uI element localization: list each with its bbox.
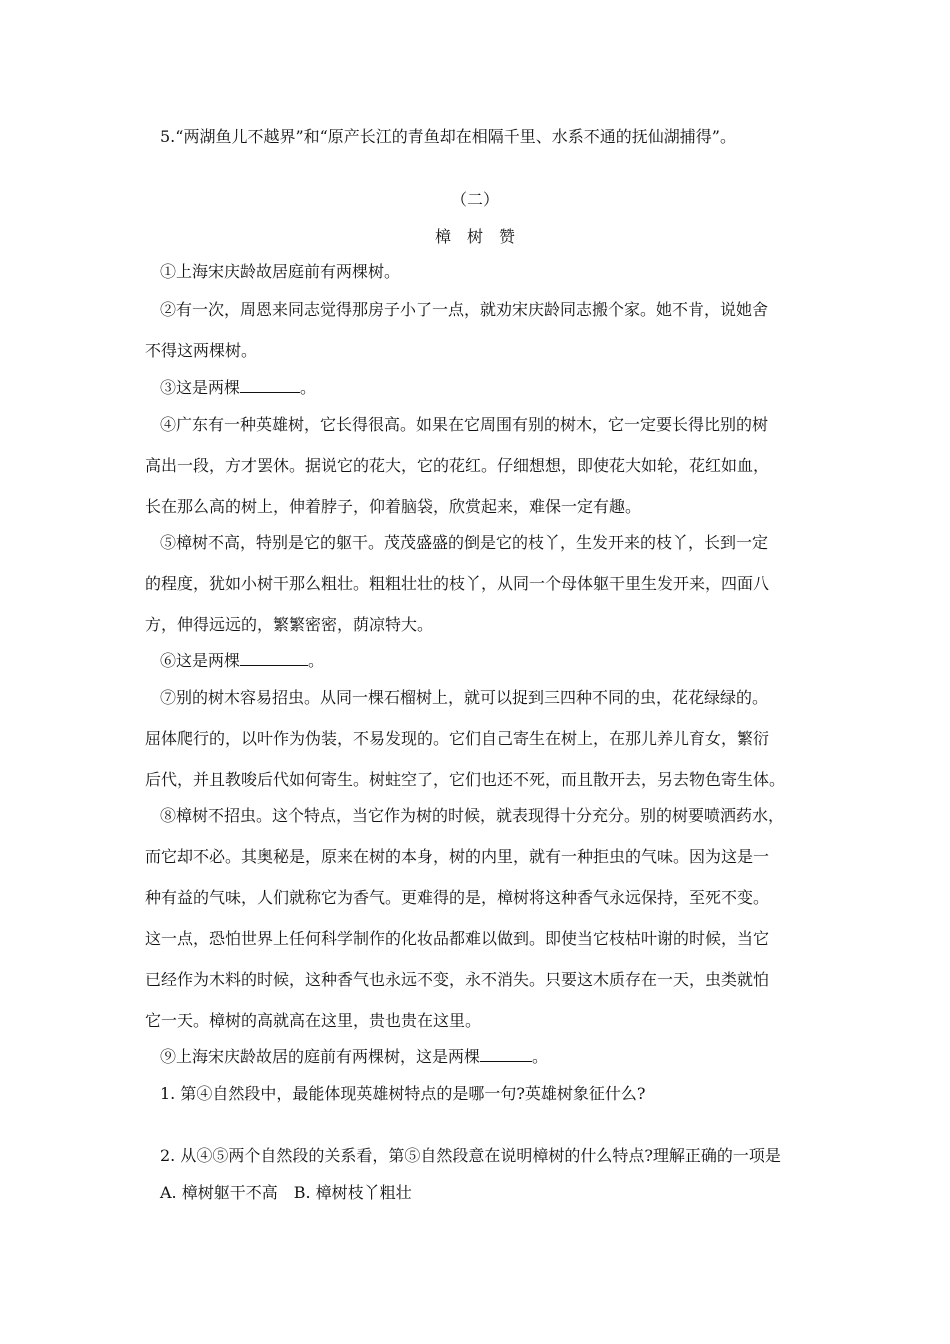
fill-blank-1[interactable] — [240, 378, 300, 393]
fill-blank-3[interactable] — [480, 1047, 532, 1062]
paragraph-5-line-1: ⑤樟树不高，特别是它的躯干。茂茂盛盛的倒是它的枝丫，生发开来的枝丫，长到一定 — [160, 533, 769, 552]
paragraph-6 — [160, 651, 324, 671]
paragraph-8-line-2: 而它却不必。其奥秘是，原来在树的本身，树的内里，就有一种拒虫的气味。因为这是一 — [145, 847, 770, 866]
question-2-options: A. 樟树躯干不高 B. 樟树枝丫粗壮 — [160, 1183, 412, 1202]
paragraph-4-line-3: 长在那么高的树上，伸着脖子，仰着脑袋，欣赏起来，难保一定有趣。 — [145, 497, 642, 516]
passage-title: 樟 树 赞 — [434, 227, 515, 246]
paragraph-9-end: 。 — [532, 1047, 549, 1066]
paragraph-5-line-2: 的程度，犹如小树干那么粗壮。粗粗壮壮的枝丫，从同一个母体躯干里生发开来，四面八 — [145, 574, 770, 593]
paragraph-8-line-6: 它一天。樟树的高就高在这里，贵也贵在这里。 — [145, 1011, 482, 1030]
paragraph-8-line-3: 种有益的气味，人们就称它为香气。更难得的是，樟树将这种香气永远保持，至死不变。 — [145, 888, 770, 907]
paragraph-9-text: ⑨上海宋庆龄故居的庭前有两棵树，这是两棵 — [160, 1047, 481, 1066]
question-2: 2. 从④⑤两个自然段的关系看，第⑤自然段意在说明樟树的什么特点?理解正确的一项是 — [160, 1146, 781, 1165]
paragraph-2-line-1: ②有一次，周恩来同志觉得那房子小了一点，就劝宋庆龄同志搬个家。她不肯，说她舍 — [160, 300, 769, 319]
paragraph-4-line-1: ④广东有一种英雄树，它长得很高。如果在它周围有别的树木，它一定要长得比别的树 — [160, 415, 769, 434]
fill-blank-2[interactable] — [240, 651, 308, 666]
previous-answer-5: 5.“两湖鱼儿不越界”和“原产长江的青鱼却在相隔千里、水系不通的抚仙湖捕得”。 — [160, 127, 736, 146]
paragraph-3-text: ③这是两棵 — [160, 378, 241, 397]
paragraph-6-text: ⑥这是两棵 — [160, 651, 241, 670]
paragraph-5-line-3: 方，伸得远远的，繁繁密密，荫凉特大。 — [145, 615, 434, 634]
paragraph-6-end: 。 — [308, 651, 325, 670]
paragraph-8-line-1: ⑧樟树不招虫。这个特点，当它作为树的时候，就表现得十分充分。别的树要喷洒药水， — [160, 806, 785, 825]
paragraph-9 — [160, 1047, 548, 1067]
question-1: 1. 第④自然段中，最能体现英雄树特点的是哪一句?英雄树象征什么? — [160, 1084, 646, 1103]
paragraph-3-end: 。 — [300, 378, 317, 397]
paragraph-7-line-2: 屈体爬行的，以叶作为伪装，不易发现的。它们自己寄生在树上，在那儿养儿育女，繁衍 — [145, 729, 770, 748]
paragraph-8-line-5: 已经作为木料的时候，这种香气也永远不变，永不消失。只要这木质存在一天，虫类就怕 — [145, 970, 770, 989]
paragraph-7-line-1: ⑦别的树木容易招虫。从同一棵石榴树上，就可以捉到三四种不同的虫，花花绿绿的。 — [160, 688, 769, 707]
paragraph-2-line-2: 不得这两棵树。 — [145, 341, 258, 360]
paragraph-4-line-2: 高出一段，方才罢休。据说它的花大，它的花红。仔细想想，即使花大如轮，花红如血， — [145, 456, 770, 475]
section-label: （二） — [450, 190, 499, 209]
paragraph-3 — [160, 378, 316, 398]
paragraph-8-line-4: 这一点，恐怕世界上任何科学制作的化妆品都难以做到。即使当它枝枯叶谢的时候，当它 — [145, 929, 770, 948]
paragraph-1: ①上海宋庆龄故居庭前有两棵树。 — [160, 262, 401, 281]
paragraph-7-line-3: 后代，并且教唆后代如何寄生。树蛀空了，它们也还不死，而且散开去，另去物色寄生体。 — [145, 770, 786, 789]
